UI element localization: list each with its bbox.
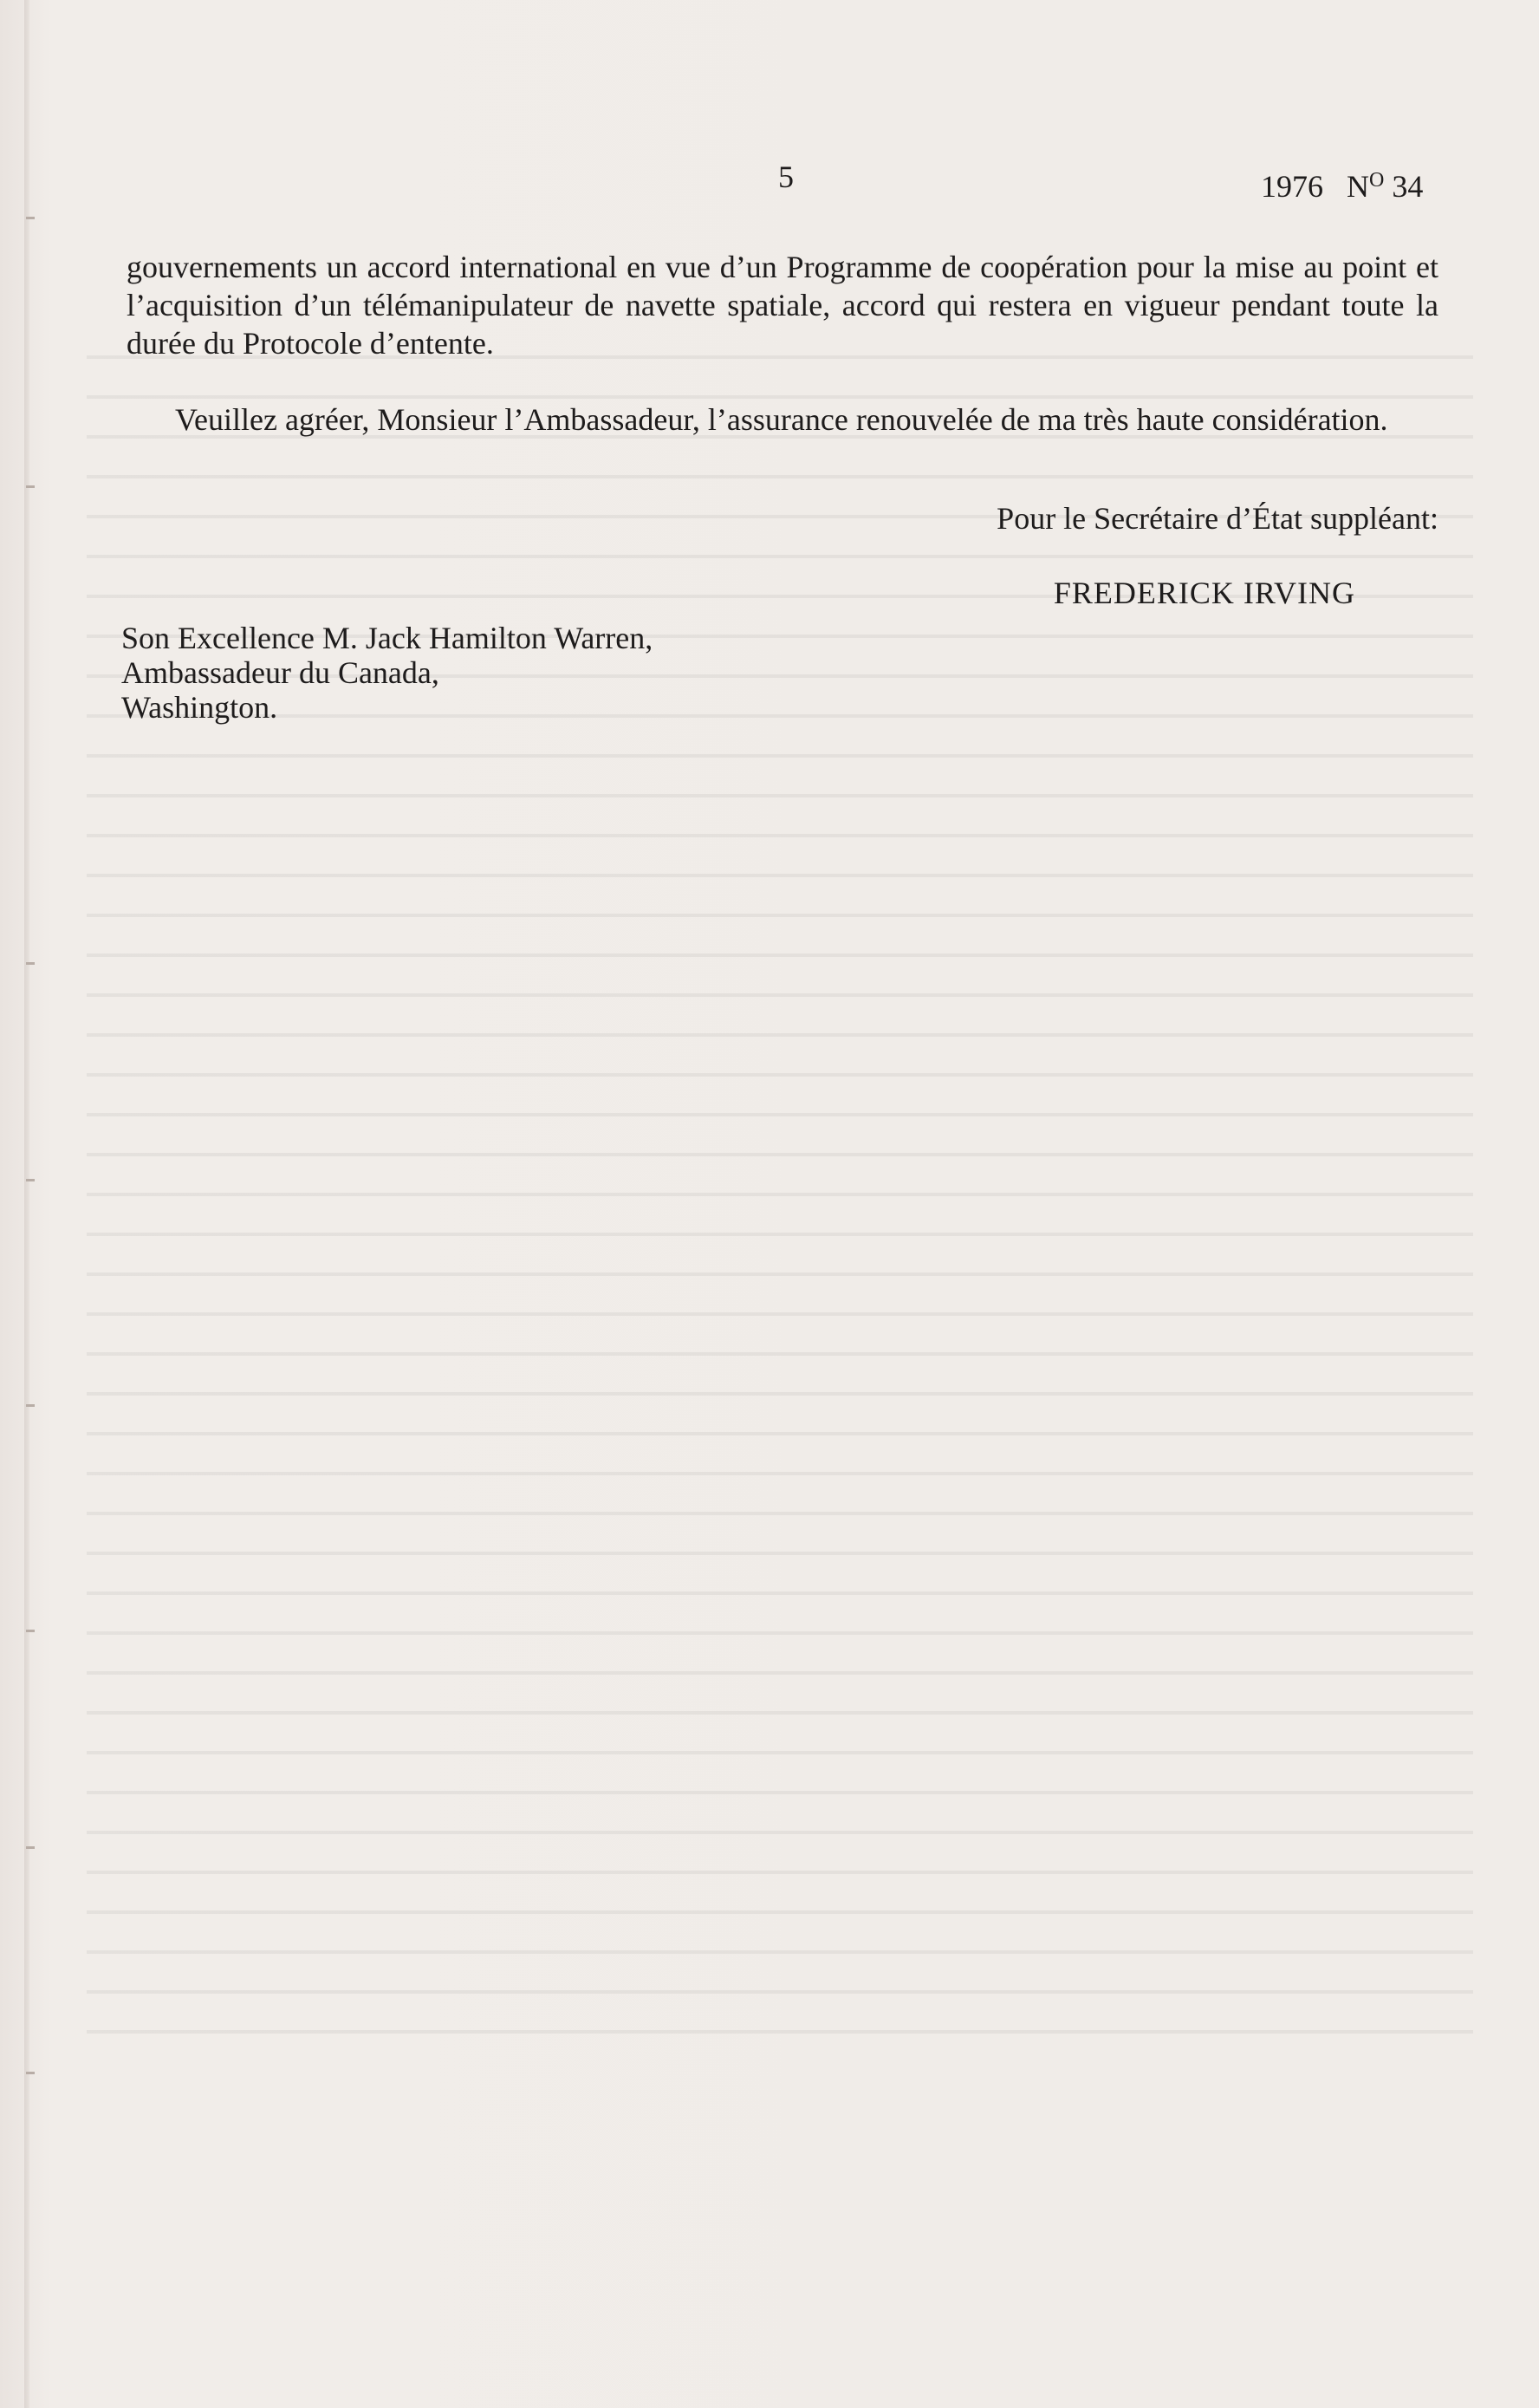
- signature-intro: Pour le Secrétaire d’État suppléant:: [997, 501, 1438, 536]
- address-line-3: Washington.: [121, 690, 278, 725]
- address-line-2: Ambassadeur du Canada,: [121, 655, 439, 690]
- body-paragraph-2: Veuillez agréer, Monsieur l’Ambassadeur, l’assurance renouvelée de ma très haute considération.: [175, 402, 1388, 437]
- reference-number-label: N: [1347, 169, 1369, 204]
- reference-number-value: 34: [1392, 169, 1424, 204]
- reference-number-sup: O: [1369, 169, 1385, 192]
- document-reference: [1261, 161, 1423, 205]
- binding-stitch: [26, 217, 35, 219]
- binding-stitch: [26, 485, 35, 488]
- binding-edge: [24, 0, 29, 2408]
- page-number: 5: [778, 159, 794, 194]
- reference-year: 1976: [1261, 169, 1323, 204]
- signatory-name: FREDERICK IRVING: [1053, 576, 1355, 610]
- binding-stitch: [26, 1630, 35, 1632]
- binding-stitch: [26, 1179, 35, 1181]
- binding-stitch: [26, 2072, 35, 2074]
- binding-stitch: [26, 962, 35, 965]
- address-line-1: Son Excellence M. Jack Hamilton Warren,: [121, 621, 653, 655]
- body-paragraph-1: gouvernements un accord international en vue d’un Programme de coopération pour la mise au point et l’acquisition d’un télémanipulateur de navette spatiale, accord qui restera en vigueur pendant toute la durée du Protocole d’entente.: [127, 250, 1438, 361]
- recipient-address: [121, 621, 653, 725]
- binding-stitch: [26, 1404, 35, 1407]
- binding-stitch: [26, 1846, 35, 1849]
